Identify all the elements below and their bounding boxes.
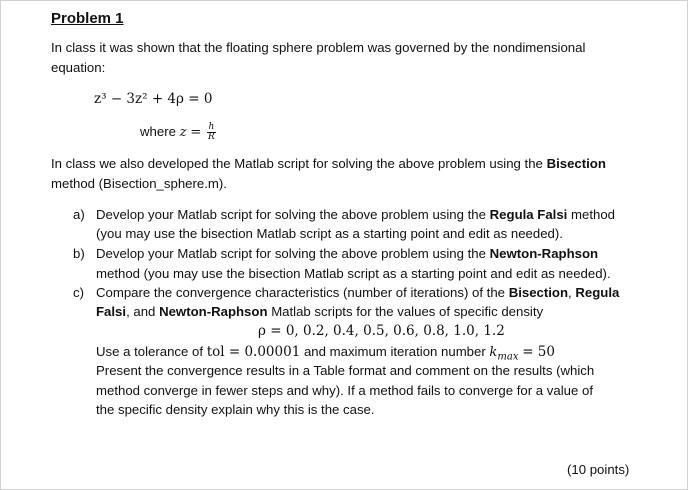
item-c-line-5: Present the convergence results in a Table format and comment on the results (which: [96, 363, 595, 378]
where-variable: z: [179, 125, 187, 140]
kmax-value: = 50: [522, 344, 555, 360]
intro-line-1: In class it was shown that the floating sphere problem was governed by the nondimensional: [51, 40, 586, 55]
item-a-text-post: method: [571, 207, 616, 222]
para2-line-2: method (Bisection_sphere.m).: [51, 176, 227, 191]
comma: ,: [568, 285, 572, 300]
newton-raphson-bold: Newton-Raphson: [489, 246, 599, 261]
iter-text: and maximum iteration number: [303, 344, 486, 359]
where-equals: =: [190, 125, 202, 140]
falsi-bold-c: Falsi: [96, 304, 127, 319]
governing-equation: z³ − 3z² + 4ρ = 0: [94, 91, 213, 107]
item-c-line-1: [96, 283, 619, 302]
regula-falsi-bold: Regula Falsi: [489, 207, 568, 222]
fraction-denominator: R: [207, 132, 215, 143]
para2-text: In class we also developed the Matlab script for solving the above problem using the: [51, 156, 543, 171]
bisection-bold: Bisection: [546, 156, 606, 171]
item-b-line-2: method (you may use the bisection Matlab script as a starting point and edit as needed).: [96, 266, 611, 281]
kmax-subscript: max: [497, 351, 519, 363]
item-a-line-2: (you may use the bisection Matlab script as a starting point and edit as needed).: [96, 226, 563, 241]
points-label: (10 points): [567, 462, 630, 477]
para2-line-1: [51, 154, 606, 173]
item-b-text: Develop your Matlab script for solving the above problem using the: [96, 246, 486, 261]
item-c-line-6: method converge in fewer steps and why). If a method fails to converge for a value of: [96, 383, 593, 398]
item-b-marker: b): [73, 246, 85, 261]
h-over-r-fraction: [207, 123, 216, 142]
item-c-text-post: Matlab scripts for the values of specific density: [271, 304, 544, 319]
intro-line-2: equation:: [51, 60, 106, 75]
newton-raphson-bold-c: Newton-Raphson: [159, 304, 268, 319]
item-c-text: Compare the convergence characteristics (number of iterations) of the: [96, 285, 506, 300]
item-c-line-2: [96, 302, 543, 321]
item-a-marker: a): [73, 207, 85, 222]
bisection-bold-c: Bisection: [508, 285, 569, 300]
item-b-line-1: [96, 244, 598, 263]
item-c-marker: c): [73, 285, 84, 300]
regula-bold-c: Regula: [575, 285, 620, 300]
and-text: , and: [126, 304, 156, 319]
where-clause: [140, 122, 216, 142]
fraction-numerator: h: [208, 122, 215, 133]
item-a-line-1: [96, 205, 615, 224]
item-c-line-7: the specific density explain why this is the case.: [96, 402, 375, 417]
where-label: where: [140, 124, 176, 139]
problem-title: Problem 1: [51, 10, 124, 27]
rho-values: ρ = 0, 0.2, 0.4, 0.5, 0.6, 0.8, 1.0, 1.2: [258, 323, 505, 339]
kmax-symbol: k: [489, 345, 498, 360]
tol-expression: tol = 0.00001: [206, 344, 301, 360]
item-a-text: Develop your Matlab script for solving the above problem using the: [96, 207, 486, 222]
tol-text: Use a tolerance of: [96, 344, 204, 359]
